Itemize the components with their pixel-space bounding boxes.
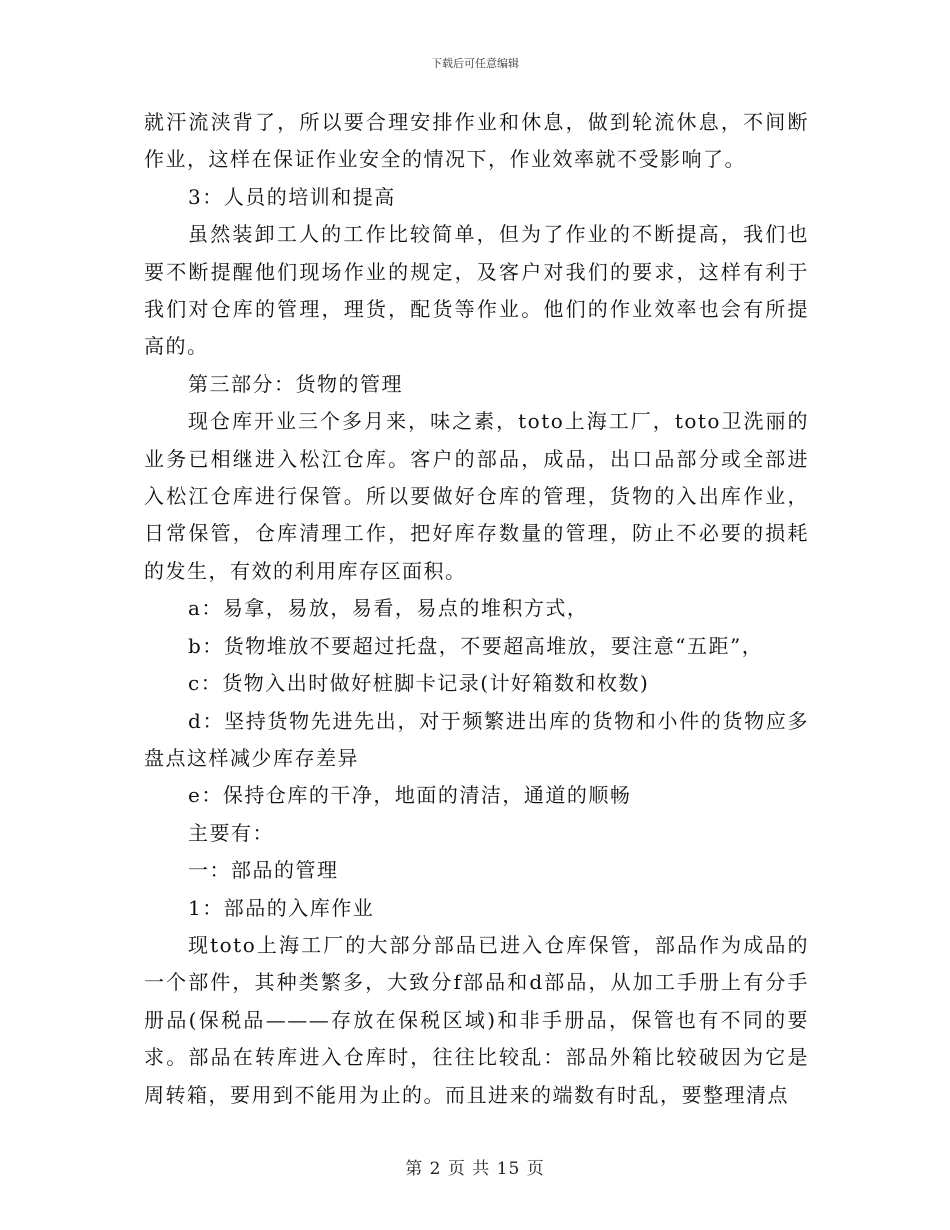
list-item-d: d：坚持货物先进先出，对于频繁进出库的货物和小件的货物应多盘点这样减少库存差异 (144, 708, 809, 770)
document-body (144, 104, 809, 1114)
paragraph-3: 现仓库开业三个多月来，味之素，toto上海工厂，toto卫洗丽的业务已相继进入松江仓库。客户的部品，成品，出口品部分或全部进入松江仓库进行保管。所以要做好仓库的管理，货物的入出库作业，日常保管，仓库清理工作，把好库存数量的管理，防止不必要的损耗的发生，有效的利用库存区面积。 (144, 409, 809, 583)
list-item-a: a：易拿，易放，易看，易点的堆积方式， (188, 596, 589, 621)
list-item-c: c：货物入出时做好桩脚卡记录(计好箱数和枚数) (188, 671, 650, 696)
list-item-e: e：保持仓库的干净，地面的清洁，通道的顺畅 (188, 783, 632, 808)
heading-parts-management: 一：部品的管理 (188, 858, 339, 883)
paragraph-1: 就汗流浃背了，所以要合理安排作业和休息，做到轮流休息，不间断作业，这样在保证作业安全的情况下，作业效率就不受影响了。 (144, 110, 809, 172)
mainly-includes-label: 主要有： (188, 820, 274, 845)
heading-staff-training: 3：人员的培训和提高 (188, 184, 396, 209)
paragraph-4: 现toto上海工厂的大部分部品已进入仓库保管，部品作为成品的一个部件，其种类繁多，大致分f部品和d部品，从加工手册上有分手册品(保税品———存放在保税区域)和非手册品，保管也有不同的要求。部品在转库进入仓库时，往往比较乱：部品外箱比较破因为它是周转箱，要用到不能用为止的。而且进来的端数有时乱，要整理清点 (144, 932, 809, 1107)
paragraph-2: 虽然装卸工人的工作比较简单，但为了作业的不断提高，我们也要不断提醒他们现场作业的规定，及客户对我们的要求，这样有利于我们对仓库的管理，理货，配货等作业。他们的作业效率也会有所提高的。 (144, 222, 809, 359)
list-item-b: b：货物堆放不要超过托盘，不要超高堆放，要注意“五距”， (188, 633, 764, 658)
page-header: 下载后可任意编辑 (431, 57, 519, 70)
section-heading-goods-management: 第三部分：货物的管理 (188, 371, 403, 396)
heading-parts-inbound: 1：部品的入库作业 (188, 895, 375, 920)
page-number-footer: 第 2 页 共 15 页 (405, 1159, 545, 1179)
